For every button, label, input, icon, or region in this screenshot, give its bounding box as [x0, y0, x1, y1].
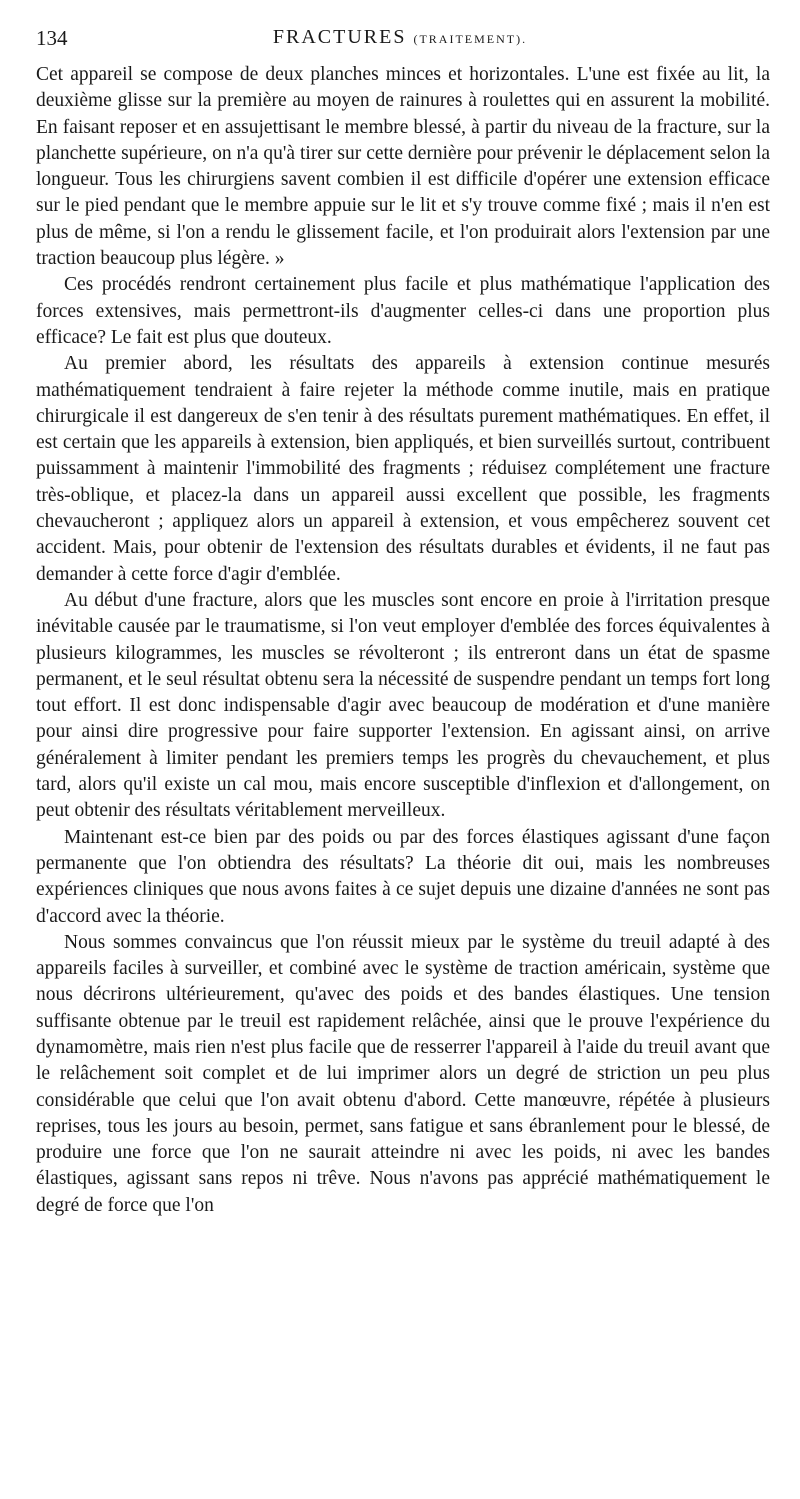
running-head [36, 26, 764, 49]
paragraph-4: Au début d'une fracture, alors que les muscles sont encore en proie à l'irritation presque inévitable causée par le traumatisme, si l'on veut employer d'emblée des forces équivalentes à plusieurs kilogrammes, les muscles se révolteront ; ils entreront dans un état de spasme permanent, et le seul résultat obtenu sera la nécessité de suspendre pendant un temps fort long tout effort. Il est donc indispensable d'agir avec beaucoup de modération et d'une manière pour ainsi dire progressive pour faire supporter l'extension. En agissant ainsi, on arrive généralement à limiter pendant les premiers temps les progrès du chevauchement, et plus tard, alors qu'il existe un cal mou, mais encore susceptible d'inflexion et d'allongement, on peut obtenir des résultats véritablement merveilleux. [36, 589, 770, 822]
body-text [36, 62, 770, 1219]
paragraph-6: Nous sommes convaincus que l'on réussit mieux par le système du treuil adapté à des appareils faciles à surveiller, et combiné avec le système de traction américain, système que nous décrirons ultérieurement, qu'avec des poids et des bandes élastiques. Une tension suffisante obtenue par le treuil est rapidement relâchée, ainsi que le prouve l'expérience du dynamomètre, mais rien n'est plus facile que de resserrer l'appareil à l'aide du treuil avant que le relâchement soit complet et de lui imprimer alors un degré de striction un peu plus considérable que celui que l'on avait obtenu d'abord. Cette manœuvre, répétée à plusieurs reprises, tous les jours au besoin, permet, sans fatigue et sans ébranlement pour le blessé, de produire une force que l'on ne saurait atteindre ni avec les poids, ni avec les bandes élastiques, agissant sans repos ni trêve. Nous n'avons pas apprécié mathématiquement le degré de force que l'on [36, 931, 770, 1216]
paragraph-5: Maintenant est-ce bien par des poids ou par des forces élastiques agissant d'une façon permanente que l'on obtiendra des résultats? La théorie dit oui, mais les nombreuses expériences cliniques que nous avons faites à ce sujet depuis une dizaine d'années ne sont pas d'accord avec la théorie. [36, 826, 770, 927]
page-header [36, 26, 764, 56]
paragraph-2: Ces procédés rendront certainement plus facile et plus mathématique l'application des forces extensives, mais permettront-ils d'augmenter celles-ci dans une proportion plus efficace? Le fait est plus que douteux. [36, 274, 770, 348]
paragraph-1: Cet appareil se compose de deux planches minces et horizontales. L'une est fixée au lit, la deuxième glisse sur la première au moyen de rainures à roulettes qui en assurent la mobilité. En faisant reposer et en assujettisant le membre blessé, à partir du niveau de la fracture, sur la planchette supérieure, on n'a qu'à tirer sur cette dernière pour prévenir le déplacement selon la longueur. Tous les chirurgiens savent combien il est difficile d'opérer une extension efficace sur le pied pendant que le membre appuie sur le lit et s'y trouve comme fixé ; mais il n'en est plus de même, si l'on a rendu le glissement facile, et l'on produirait alors l'extension par une traction beaucoup plus légère. » [36, 64, 770, 270]
running-head-title: FRACTURES [272, 26, 407, 48]
page-number: 134 [36, 26, 68, 50]
running-head-subtitle: (TRAITEMENT). [413, 32, 528, 46]
paragraph-3: Au premier abord, les résultats des appareils à extension continue mesurés mathématiquement tendraient à faire rejeter la méthode comme inutile, mais en pratique chirurgicale il est dangereux de s'en tenir à des résultats purement mathématiques. En effet, il est certain que les appareils à extension, bien appliqués, et bien surveillés surtout, contribuent puissamment à maintenir l'immobilité des fragments ; réduisez complétement une fracture très-oblique, et placez-la dans un appareil aussi excellent que possible, les fragments chevaucheront ; appliquez alors un appareil à extension, et vous empêcherez souvent cet accident. Mais, pour obtenir de l'extension des résultats durables et évidents, il ne faut pas demander à cette force d'agir d'emblée. [36, 353, 770, 585]
